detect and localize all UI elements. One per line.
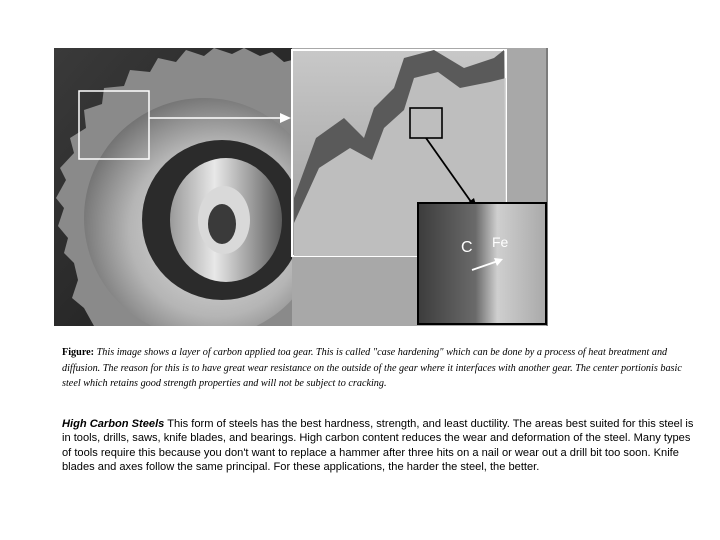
paragraph-text: This form of steels has the best hardness, strength, and least ductility. The areas best suited for this steel is in tools, drills, saws, knife blades, and bearings. High carbon content reduces the wear and deformation of the steel. Many types of tools require this because you don't want to replace a hammer after three hits on a nail or wear out a drill bit too soon. Knife blades and axes follow the same principal. For these applications, the harder the steel, the better. <box>62 418 694 474</box>
figure-caption <box>62 345 692 392</box>
gear-case-hardening-figure <box>54 48 548 326</box>
iron-label: Fe <box>492 234 509 250</box>
carbon-label: C <box>461 239 473 256</box>
caption-text: This image shows a layer of carbon applied toa gear. This is called "case hardening" which can be done by a process of heat breatment and diffusion. The reason for this is to have great wear resistance on the outside of the gear where it interfaces with another gear. The center portionis basic steel which retains good strength properties and will not be subject to cracking. <box>62 347 682 389</box>
gear-photo <box>54 48 324 326</box>
paragraph-heading: High Carbon Steels <box>62 418 165 430</box>
high-carbon-steels-paragraph <box>62 417 694 475</box>
carbon-diffusion-micrograph <box>418 203 546 324</box>
caption-lead: Figure: <box>62 347 95 358</box>
